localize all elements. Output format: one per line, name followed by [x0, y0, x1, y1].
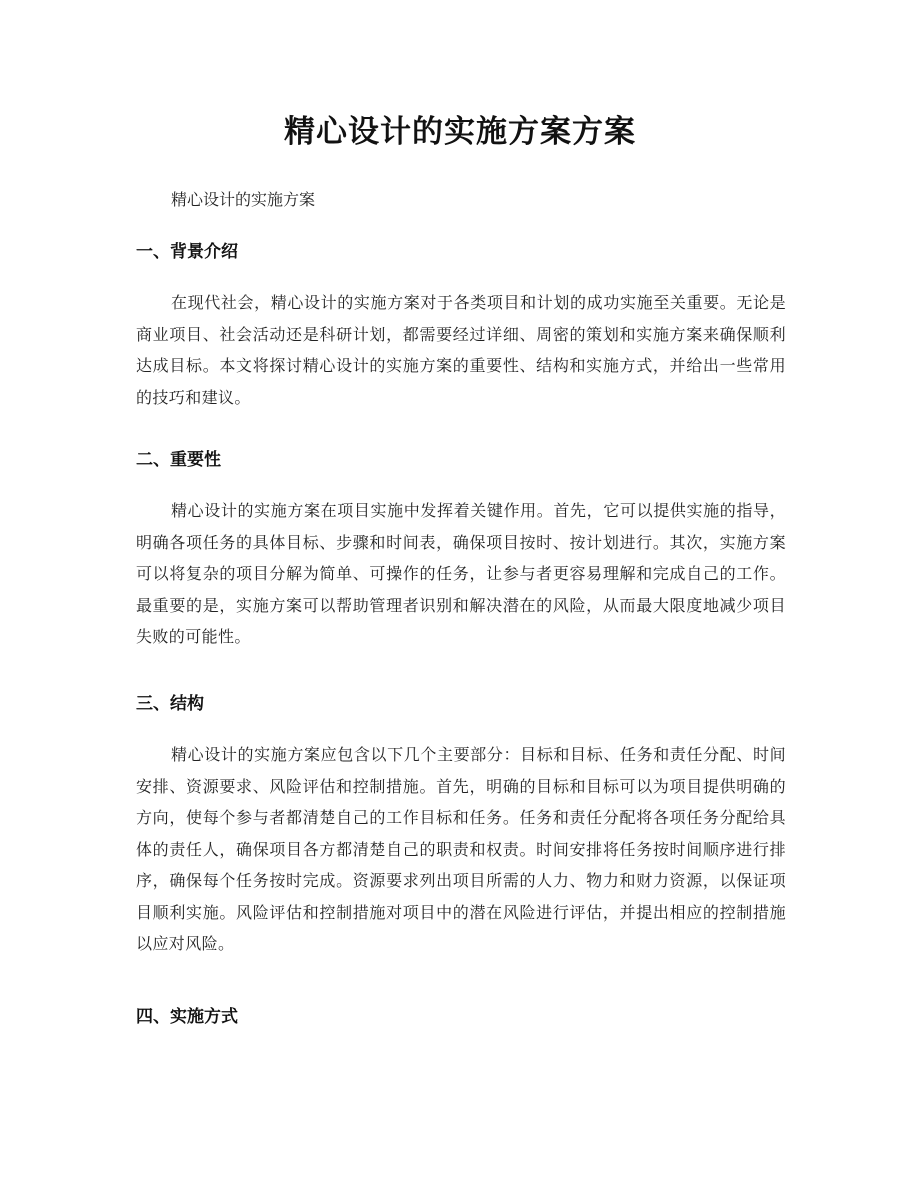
- document-title: 精心设计的实施方案方案: [284, 114, 636, 150]
- section-heading-structure: 三、结构: [136, 694, 204, 714]
- section-paragraph-background: 在现代社会，精心设计的实施方案对于各类项目和计划的成功实施至关重要。无论是商业项目、社会活动还是科研计划，都需要经过详细、周密的策划和实施方案来确保顺利达成目标。本文将探讨精心设计的实施方案的重要性、结构和实施方式，并给出一些常用的技巧和建议。: [136, 293, 786, 407]
- section-paragraph-importance: 精心设计的实施方案在项目实施中发挥着关键作用。首先，它可以提供实施的指导，明确各项任务的具体目标、步骤和时间表，确保项目按时、按计划进行。其次，实施方案可以将复杂的项目分解为简单、可操作的任务，让参与者更容易理解和完成自己的工作。最重要的是，实施方案可以帮助管理者识别和解决潜在的风险，从而最大限度地减少项目失败的可能性。: [136, 501, 786, 646]
- document-subtitle: 精心设计的实施方案: [171, 190, 316, 209]
- section-paragraph-structure: 精心设计的实施方案应包含以下几个主要部分：目标和目标、任务和责任分配、时间安排、资源要求、风险评估和控制措施。首先，明确的目标和目标可以为项目提供明确的方向，使每个参与者都清楚自己的工作目标和任务。任务和责任分配将各项任务分配给具体的责任人，确保项目各方都清楚自己的职责和权责。时间安排将任务按时间顺序进行排序，确保每个任务按时完成。资源要求列出项目所需的人力、物力和财力资源，以保证项目顺利实施。风险评估和控制措施对项目中的潜在风险进行评估，并提出相应的控制措施以应对风险。: [136, 745, 786, 953]
- section-heading-importance: 二、重要性: [136, 450, 221, 470]
- section-heading-implementation: 四、实施方式: [136, 1007, 238, 1027]
- section-heading-background: 一、背景介绍: [136, 242, 238, 262]
